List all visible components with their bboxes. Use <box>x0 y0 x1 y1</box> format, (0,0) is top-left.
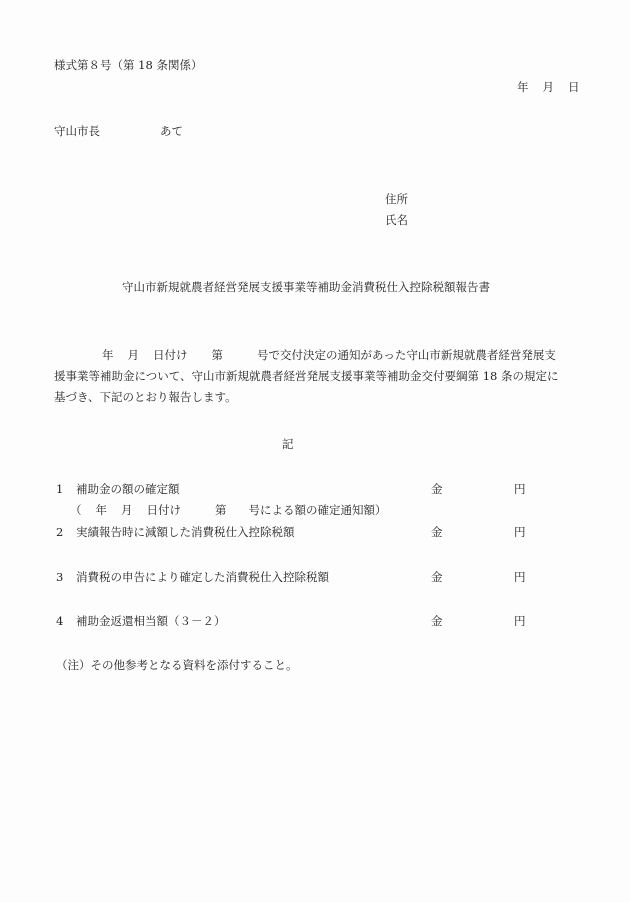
item-3-number: 3 <box>56 570 64 584</box>
document-title: 守山市新規就農者経営発展支援事業等補助金消費税仕入控除税額報告書 <box>122 280 490 294</box>
item-4-prefix: 金 <box>431 614 443 628</box>
item-1-unit: 円 <box>514 482 526 496</box>
item-3-unit: 円 <box>514 570 526 584</box>
sub-year: 年 <box>95 503 107 517</box>
body-line-3: 基づき、下記のとおり報告します。 <box>54 390 237 404</box>
body-year: 年 <box>102 348 114 362</box>
item-2-label: 実績報告時に減額した消費税仕入控除税額 <box>76 525 295 539</box>
item-4-label: 補助金返還相当額（３－２） <box>76 614 226 628</box>
sub-month: 月 <box>121 503 133 517</box>
item-1-sub <box>70 503 387 517</box>
date-day-label: 日 <box>568 80 580 94</box>
item-2-unit: 円 <box>514 525 526 539</box>
item-1-label: 補助金の額の確定額 <box>76 482 180 496</box>
item-2-prefix: 金 <box>431 525 443 539</box>
form-number: 様式第８号（第 18 条関係） <box>54 58 203 72</box>
addressee-title: 守山市長 <box>54 124 100 138</box>
item-1-number: 1 <box>56 482 64 496</box>
body-number-prefix: 第 <box>211 348 223 362</box>
date-month-label: 月 <box>542 80 554 94</box>
ki-heading: 記 <box>282 437 294 451</box>
body-line-2: 援事業等補助金について、守山市新規就農者経営発展支援事業等補助金交付要綱第 18 条の規定に <box>54 369 559 383</box>
body-paragraph <box>54 345 584 408</box>
body-line-1 <box>54 345 584 366</box>
date-line <box>517 80 580 94</box>
note: （注）その他参考となる資料を添付すること。 <box>56 658 298 672</box>
name-label: 氏名 <box>385 213 408 227</box>
addressee-suffix: あて <box>160 124 183 138</box>
date-year-label: 年 <box>517 80 529 94</box>
sub-rest: 号による額の確定通知額） <box>248 503 387 517</box>
body-day: 日付け <box>153 348 188 362</box>
item-2-number: 2 <box>56 525 64 539</box>
item-3-prefix: 金 <box>431 570 443 584</box>
sub-number-prefix: 第 <box>215 503 227 517</box>
item-3-label: 消費税の申告により確定した消費税仕入控除税額 <box>76 570 329 584</box>
sub-day: 日付け <box>146 503 181 517</box>
sub-open-paren: （ <box>70 503 82 517</box>
address-label: 住所 <box>385 192 408 206</box>
body-month: 月 <box>127 348 139 362</box>
item-4-number: 4 <box>56 614 64 628</box>
body-line1-rest: 号で交付決定の通知があった守山市新規就農者経営発展支 <box>257 348 556 362</box>
addressee <box>54 124 183 138</box>
item-1-prefix: 金 <box>431 482 443 496</box>
item-4-unit: 円 <box>514 614 526 628</box>
